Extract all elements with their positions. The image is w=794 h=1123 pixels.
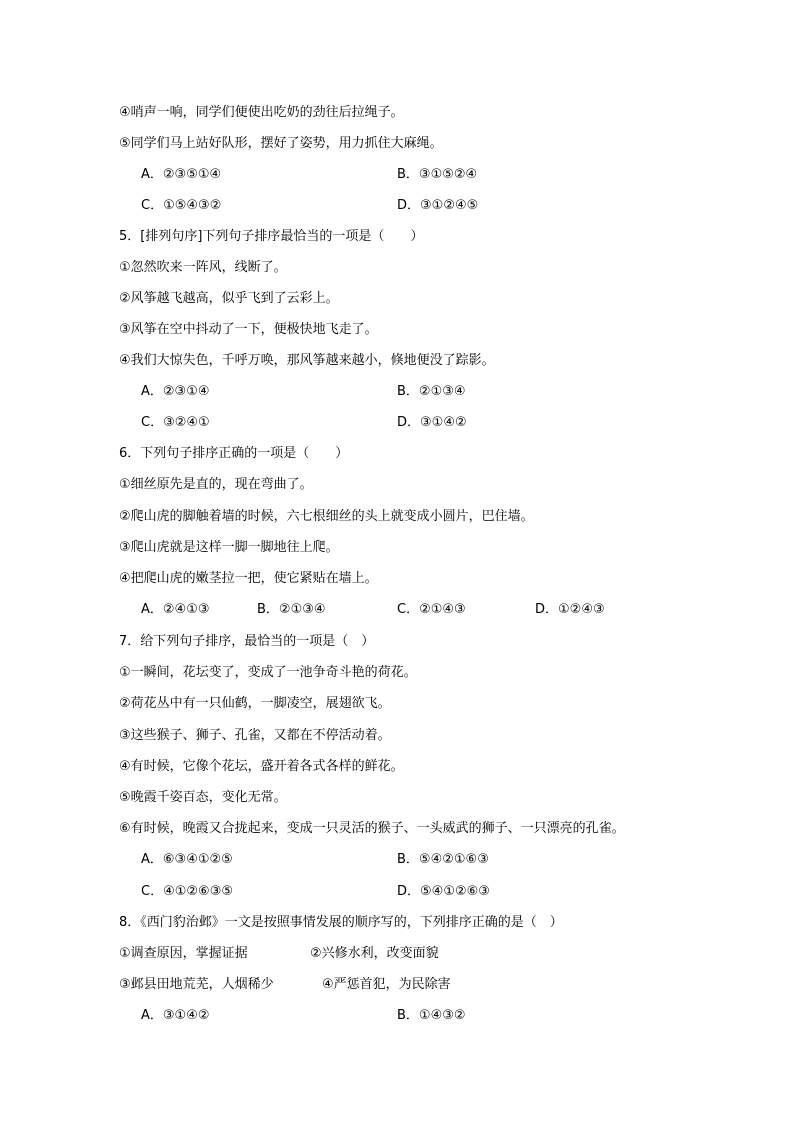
q6-option-a: A．②④①③ — [141, 602, 210, 617]
q4-option-b: B．③①⑤②④ — [397, 167, 478, 182]
q6-option-c: C．②①④③ — [397, 602, 466, 617]
q5-item-2: ②风筝越飞越高，似乎飞到了云彩上。 — [119, 291, 339, 306]
q7-item-1: ①一瞬间，花坛变了，变成了一池争奇斗艳的荷花。 — [119, 665, 417, 680]
q7-option-c: C．④①②⑥③⑤ — [141, 884, 234, 899]
q7-stem: 7．给下列句子排序，最恰当的一项是（ ） — [119, 634, 375, 649]
q8-item-3: ③邺县田地荒芜，人烟稀少 — [119, 977, 274, 992]
q8-item-4: ④严惩首犯，为民除害 — [322, 977, 451, 992]
q7-option-b: B．⑤④②①⑥③ — [397, 852, 489, 867]
q5-item-1: ①忽然吹来一阵风，线断了。 — [119, 260, 287, 275]
q4-option-a: A．②③⑤①④ — [141, 167, 222, 182]
q4-option-c: C．①⑤④③② — [141, 198, 222, 213]
q7-item-4: ④有时候，它像个花坛，盛开着各式各样的鲜花。 — [119, 759, 404, 774]
q7-item-5: ⑤晚霞千姿百态，变化无常。 — [119, 790, 287, 805]
q5-option-a: A．②③①④ — [141, 384, 210, 399]
q8-option-a: A．③①④② — [141, 1008, 210, 1023]
q8-option-b: B．①④③② — [397, 1008, 466, 1023]
q5-option-b: B．②①③④ — [397, 384, 466, 399]
q6-item-1: ①细丝原先是直的，现在弯曲了。 — [119, 477, 313, 492]
q4-item-5: ⑤同学们马上站好队形，摆好了姿势，用力抓住大麻绳。 — [119, 136, 443, 151]
q7-option-a: A．⑥③④①②⑤ — [141, 852, 233, 867]
q7-item-6: ⑥有时候，晚霞又合拢起来，变成一只灵活的猴子、一头威武的狮子、一只漂亮的孔雀。 — [119, 821, 625, 836]
q5-item-4: ④我们大惊失色，千呼万唤，那风筝越来越小，倏地便没了踪影。 — [119, 353, 495, 368]
q5-option-c: C．③②④① — [141, 415, 210, 430]
q7-item-3: ③这些猴子、狮子、孔雀，又都在不停活动着。 — [119, 728, 391, 743]
q5-option-d: D．③①④② — [397, 415, 467, 430]
q8-item-1: ①调查原因，掌握证据 — [119, 946, 248, 961]
q7-item-2: ②荷花丛中有一只仙鹤，一脚凌空，展翅欲飞。 — [119, 696, 391, 711]
q7-option-d: D．⑤④①②⑥③ — [397, 884, 490, 899]
q6-stem: 6．下列句子排序正确的一项是（ ） — [119, 446, 349, 461]
q6-item-3: ③爬山虎就是这样一脚一脚地往上爬。 — [119, 540, 339, 555]
q6-option-b: B．②①③④ — [257, 602, 326, 617]
q6-item-4: ④把爬山虎的嫩茎拉一把，使它紧贴在墙上。 — [119, 571, 378, 586]
q5-item-3: ③风筝在空中抖动了一下，便极快地飞走了。 — [119, 322, 378, 337]
q6-item-2: ②爬山虎的脚触着墙的时候，六七根细丝的头上就变成小圆片，巴住墙。 — [119, 509, 534, 524]
q8-stem: 8．《西门豹治邺》一文是按照事情发展的顺序写的，下列排序正确的是（ ） — [119, 915, 563, 930]
q4-option-d: D．③①②④⑤ — [397, 198, 479, 213]
q4-item-4: ④哨声一响，同学们便使出吃奶的劲往后拉绳子。 — [119, 105, 404, 120]
q5-stem: 5．[排列句序]下列句子排序最恰当的一项是（ ） — [119, 229, 424, 244]
q8-item-2: ②兴修水利，改变面貌 — [310, 946, 439, 961]
q6-option-d: D．①②④③ — [535, 602, 605, 617]
